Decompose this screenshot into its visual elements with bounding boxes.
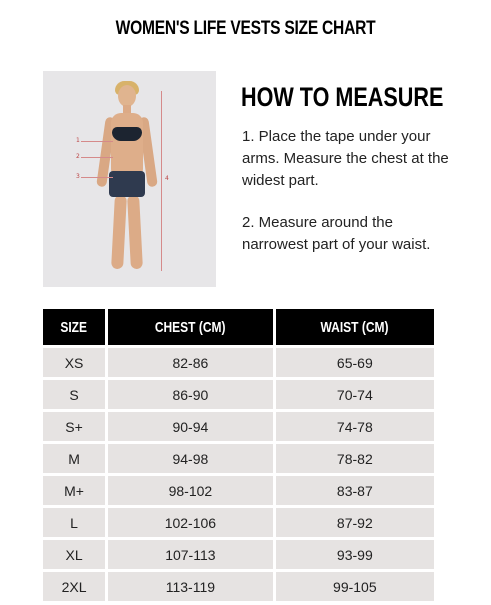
waist-cell: 93-99: [276, 540, 434, 569]
left-leg: [111, 195, 127, 270]
size-cell: 2XL: [43, 572, 105, 601]
waist-cell: 70-74: [276, 380, 434, 409]
measure-line-2: [81, 157, 113, 158]
measure-line-4: [161, 91, 162, 271]
measure-step-1: 1. Place the tape under your arms. Measure the chest at the widest part.: [242, 128, 449, 189]
waist-cell: 83-87: [276, 476, 434, 505]
size-table-header: [43, 309, 434, 345]
header-size: SIZE: [43, 309, 105, 345]
chest-cell: 113-119: [108, 572, 273, 601]
head: [118, 85, 136, 107]
measure-line-3: [81, 177, 113, 178]
chest-cell: 107-113: [108, 540, 273, 569]
chest-cell: 102-106: [108, 508, 273, 537]
marker-3: 3: [76, 173, 80, 180]
marker-4: 4: [165, 175, 169, 182]
waist-cell: 65-69: [276, 348, 434, 377]
torso: [111, 113, 143, 175]
size-cell: L: [43, 508, 105, 537]
table-row: [43, 540, 434, 569]
table-row: [43, 412, 434, 441]
size-cell: XS: [43, 348, 105, 377]
size-cell: S: [43, 380, 105, 409]
chest-cell: 82-86: [108, 348, 273, 377]
measure-step-2: 2. Measure around the narrowest part of your waist.: [242, 214, 431, 253]
chest-cell: 98-102: [108, 476, 273, 505]
chest-cell: 94-98: [108, 444, 273, 473]
how-to-measure-heading: HOW TO MEASURE: [241, 82, 444, 112]
right-leg: [127, 195, 143, 270]
table-row: [43, 508, 434, 537]
marker-2: 2: [76, 153, 80, 160]
table-row: [43, 572, 434, 601]
table-row: [43, 348, 434, 377]
table-row: [43, 476, 434, 505]
shorts: [109, 171, 145, 197]
size-table: [40, 306, 437, 604]
size-cell: M: [43, 444, 105, 473]
bikini-top: [112, 127, 142, 141]
measure-line-1: [81, 141, 113, 142]
table-row: [43, 380, 434, 409]
page-title: WOMEN'S LIFE VESTS SIZE CHART: [115, 18, 376, 39]
model-photo: [43, 71, 216, 287]
header-waist: WAIST (CM): [276, 309, 434, 345]
size-cell: S+: [43, 412, 105, 441]
marker-1: 1: [76, 137, 80, 144]
chest-cell: 90-94: [108, 412, 273, 441]
chest-cell: 86-90: [108, 380, 273, 409]
table-row: [43, 444, 434, 473]
waist-cell: 74-78: [276, 412, 434, 441]
header-chest: CHEST (CM): [108, 309, 273, 345]
waist-cell: 78-82: [276, 444, 434, 473]
size-cell: XL: [43, 540, 105, 569]
waist-cell: 99-105: [276, 572, 434, 601]
waist-cell: 87-92: [276, 508, 434, 537]
size-cell: M+: [43, 476, 105, 505]
